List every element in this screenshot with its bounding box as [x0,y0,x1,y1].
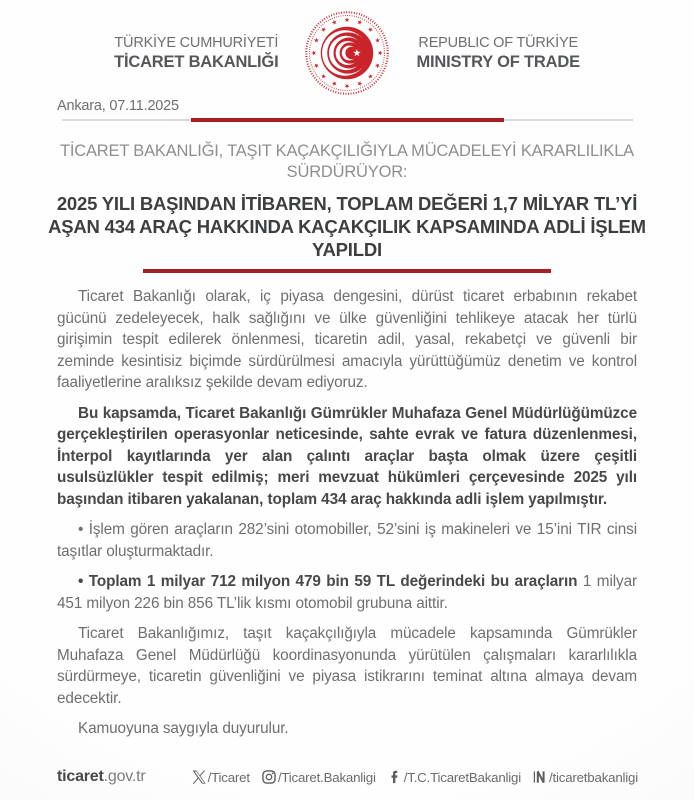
social-x[interactable] [192,770,250,785]
org-name-english [416,34,579,73]
header-divider [62,118,633,122]
website-rest-part: .gov.tr [103,768,146,785]
ministry-emblem-icon [304,10,390,96]
instagram-icon [262,770,276,784]
social-facebook-handle: /T.C.TicaretBakanligi [403,769,521,785]
x-icon [192,770,206,784]
divider-red-line [191,118,504,122]
social-nsosyal[interactable] [533,770,638,785]
paragraph-2: Bu kapsamda, Ticaret Bakanlığı Gümrükler Muhafaza Genel Müdürlüğümüzce gerçekleştirilen operasyonlar neticesinde, sahte evrak ve fatura düzenlenmesi, İnterpol kayıtlarında yer alan çalıntı araçlar başta olmak üzere çeşitli usulsüzlükler tespit edilmiş; meri mevzuat hükümleri çerçevesinde 2025 yılı başından itibaren yakalanan, toplam 434 araç hakkında adli işlem yapılmıştır. [57,404,637,508]
footer [57,768,638,786]
closing-line: Kamuoyuna saygıyla duyurulur. [78,720,289,737]
social-instagram-handle: /Ticaret.Bakanligi [277,769,376,785]
bullet-2-bold-part: • Toplam 1 milyar 712 milyon 479 bin 59 TL değerindeki bu araçların [78,573,578,590]
release-subtitle: TİCARET BAKANLIĞI, TAŞIT KAÇAKÇILIĞIYLA MÜCADELEYİ KARARLILIKLA SÜRDÜRÜYOR: [60,142,634,181]
org-tr-line1: TÜRKİYE CUMHURİYETİ [114,34,279,51]
nsosyal-icon [533,770,547,784]
bullet-1: • İşlem gören araçların 282’sini otomobiller, 52’sini iş makineleri ve 15’ini TIR cinsi taşıtlar oluşturmaktadır. [57,521,637,560]
ministry-of-trade-logo [304,10,390,96]
title-red-divider [143,269,551,273]
header [0,0,694,96]
org-tr-line2: TİCARET BAKANLIĞI [114,52,279,71]
dateline: Ankara, 07.11.2025 [57,98,179,114]
social-instagram[interactable] [262,770,376,785]
website-bold-part: ticaret [57,768,104,785]
org-name-turkish [114,34,278,73]
release-body [57,286,637,740]
org-en-line1: REPUBLIC OF TÜRKİYE [418,34,578,51]
social-links [192,770,638,785]
paragraph-1: Ticaret Bakanlığı olarak, iç piyasa dengesini, dürüst ticaret erbabının rekabet gücünü zedeleyecek, halk sağlığını ve ülke güvenliğini tehlikeye atacak her türlü girişimin tespit edilerek önlenmesi, ticaretin adil, yasal, rekabetçi ve güvenli bir zeminde kesintisiz biçimde sürdürülmesi amacıyla yürüttüğümüz denetim ve kontrol faaliyetlerine aralıksız şekilde devam ediyoruz. [57,288,637,391]
bullet-2 [57,571,637,614]
release-title: 2025 YILI BAŞINDAN İTİBAREN, TOPLAM DEĞERİ 1,7 MİLYAR TL’Yİ AŞAN 434 ARAÇ HAKKINDA KAÇAKÇILIK KAPSAMINDA ADLİ İŞLEM YAPILDI [48,193,646,260]
social-facebook[interactable] [388,770,521,785]
facebook-icon [388,770,402,784]
social-x-handle: /Ticaret [207,769,250,785]
website-link[interactable] [57,768,146,786]
paragraph-3: Ticaret Bakanlığımız, taşıt kaçakçılığıyla mücadele kapsamında Gümrükler Muhafaza Genel Müdürlüğü koordinasyonunda yürütülen çalışmaları kararlılıkla sürdürmeye, ticaretin güvenliğini ve piyasa istikrarını teminat altına almaya devam edecektir. [57,625,637,707]
social-nsosyal-handle: /ticaretbakanligi [549,769,638,785]
org-en-line2: MINISTRY OF TRADE [416,52,580,71]
bullet-2-regular-part: 1 milyar 451 milyon 226 bin 856 TL’lik kısmı otomobil grubuna aittir. [57,573,637,612]
